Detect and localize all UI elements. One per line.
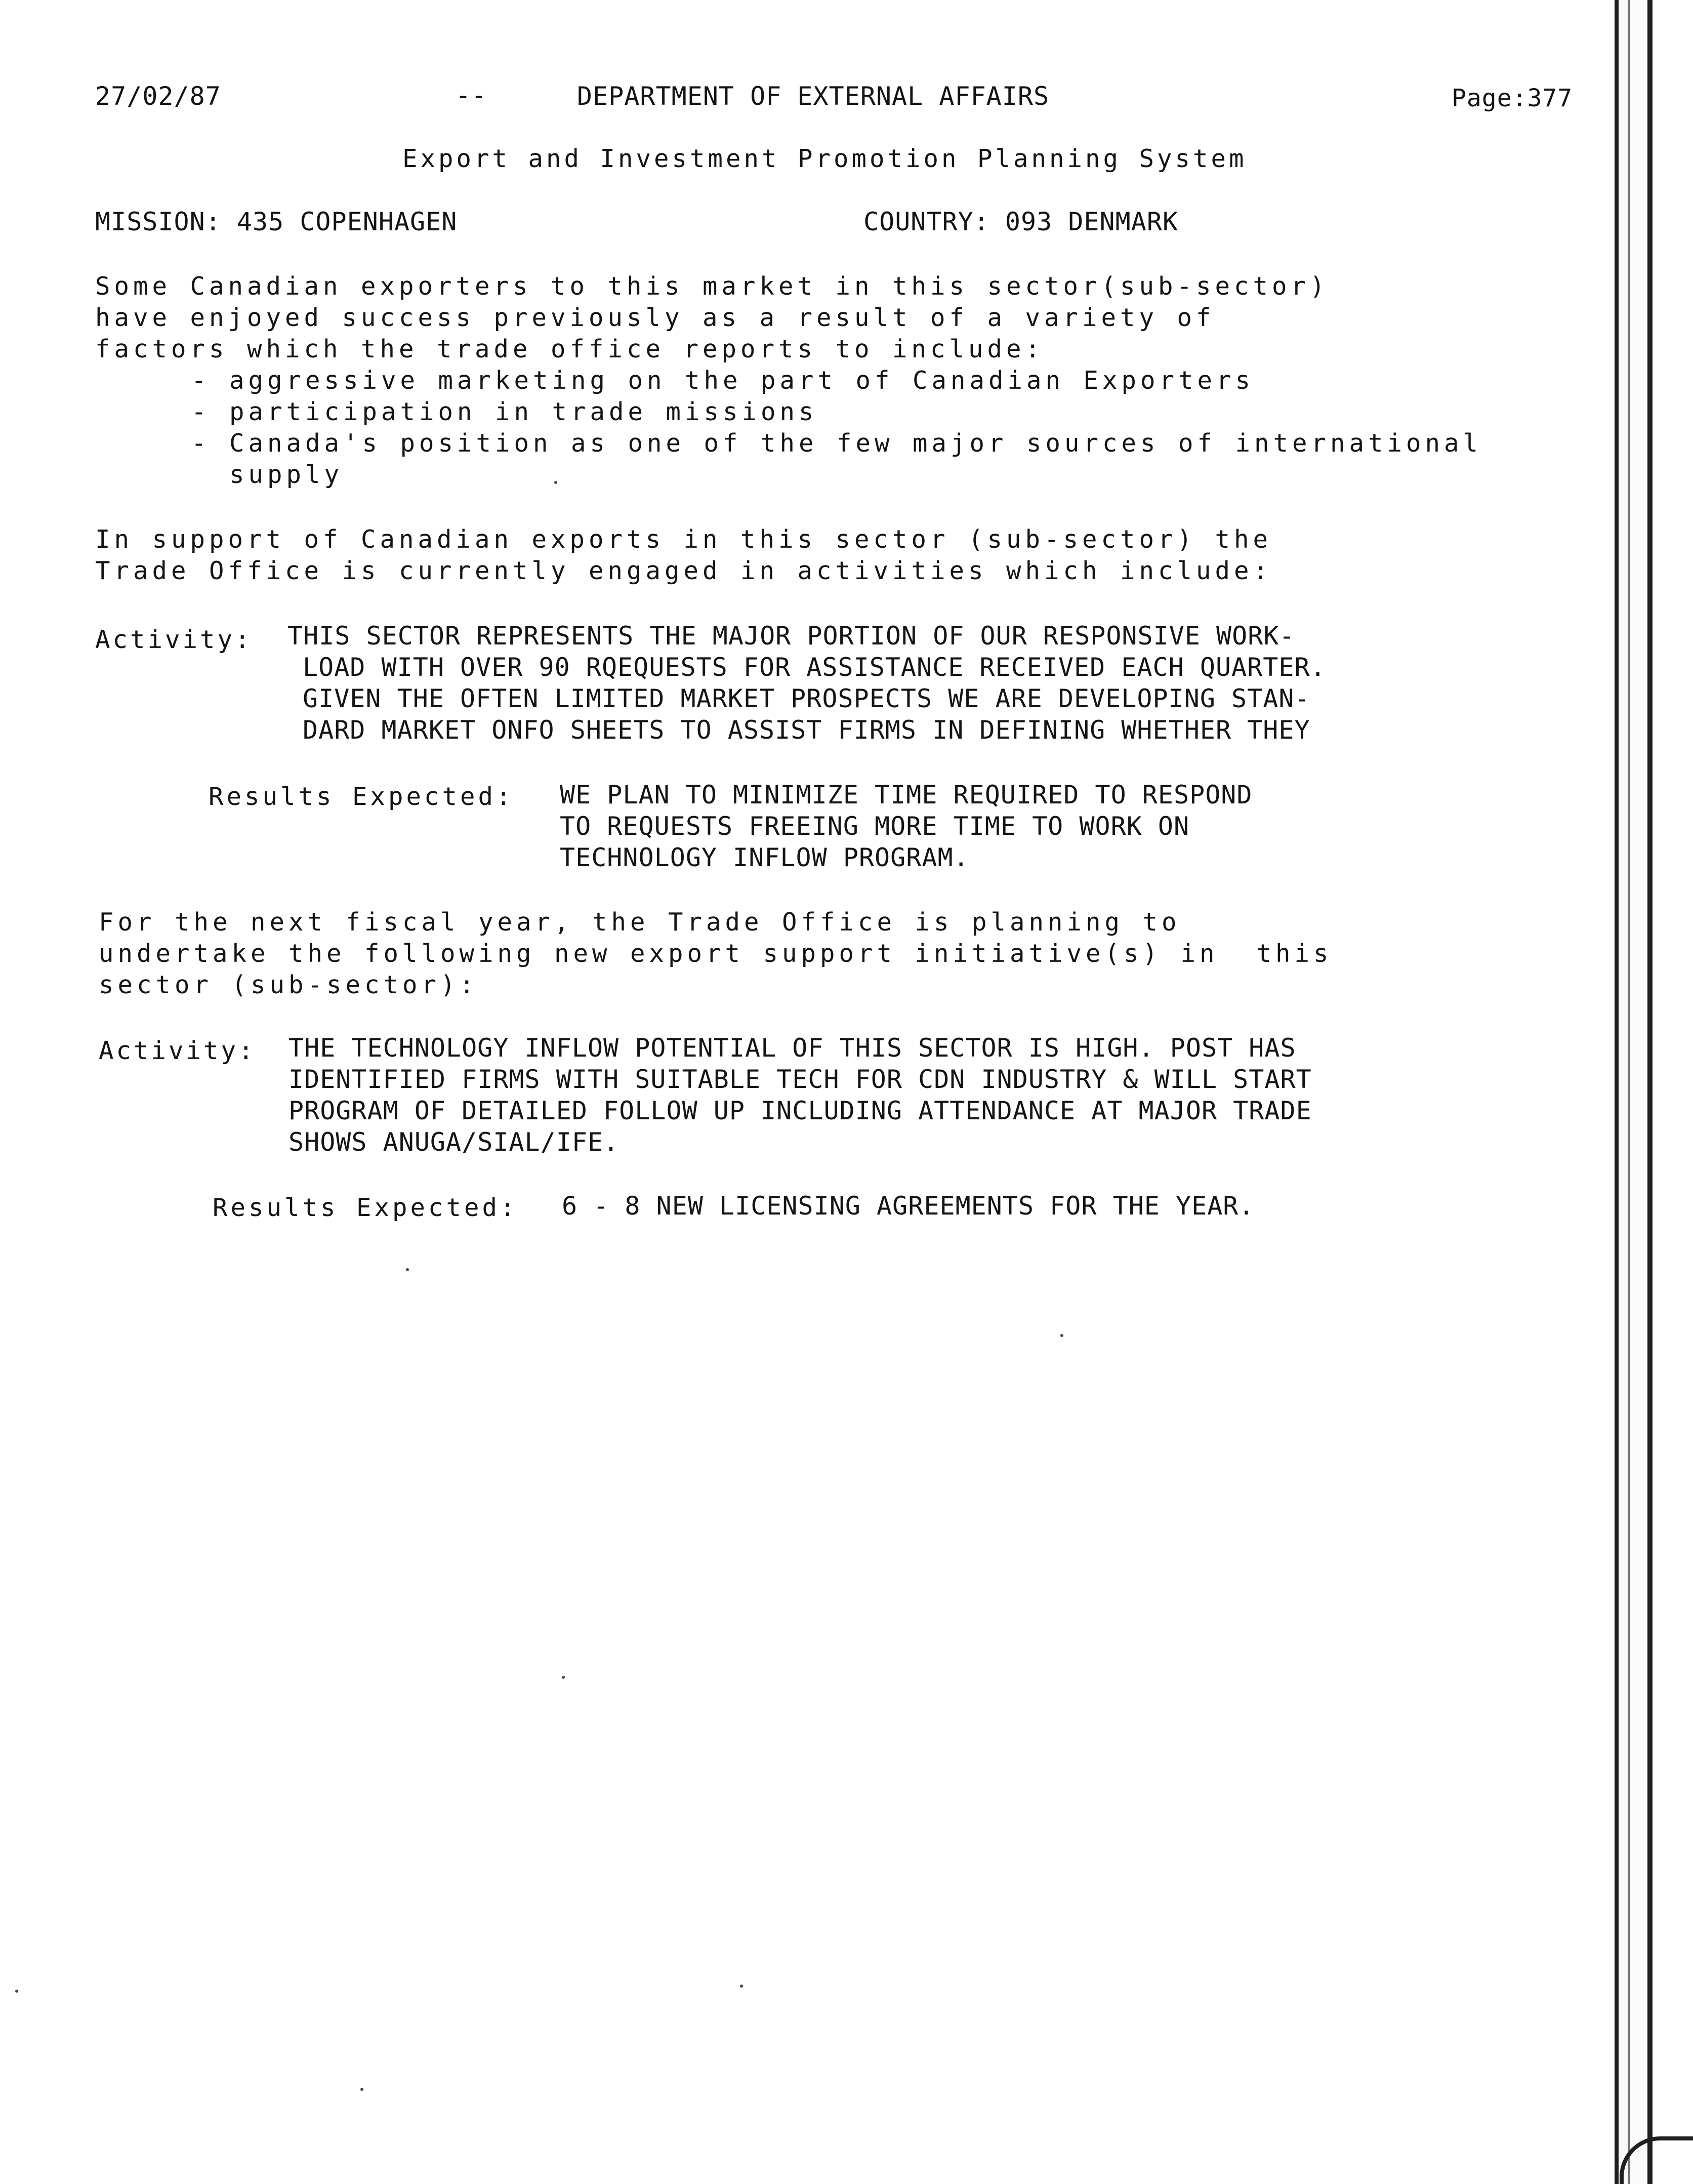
scan-speck	[406, 1268, 409, 1271]
support-line-2: Trade Office is currently engaged in activities which include:	[95, 556, 1272, 585]
scan-speck	[562, 1676, 565, 1679]
activity-2-label: Activity:	[99, 1036, 256, 1065]
activity-1-results-line-3: TECHNOLOGY INFLOW PROGRAM.	[560, 843, 969, 872]
scan-speck	[554, 481, 557, 484]
factor-item-2: - participation in trade missions	[191, 397, 818, 426]
factor-item-3: - Canada's position as one of the few major sources of international	[191, 429, 1482, 458]
activity-2-line-3: PROGRAM OF DETAILED FOLLOW UP INCLUDING ATTENDANCE AT MAJOR TRADE	[288, 1096, 1312, 1125]
next-year-line-2: undertake the following new export support initiative(s) in this	[99, 939, 1333, 968]
activity-1-label: Activity:	[95, 625, 253, 654]
department-name: DEPARTMENT OF EXTERNAL AFFAIRS	[577, 82, 1050, 111]
activity-2-line-1: THE TECHNOLOGY INFLOW POTENTIAL OF THIS SECTOR IS HIGH. POST HAS	[288, 1033, 1296, 1063]
activity-2-results: 6 - 8 NEW LICENSING AGREEMENTS FOR THE YEAR.	[562, 1191, 1255, 1221]
header-dash: --	[456, 80, 487, 110]
factor-item-1: - aggressive marketing on the part of Canadian Exporters	[191, 366, 1255, 395]
intro-line-2: have enjoyed success previously as a result of a variety of	[95, 303, 1215, 332]
next-year-line-1: For the next fiscal year, the Trade Office is planning to	[99, 908, 1181, 937]
scan-speck	[740, 1985, 743, 1988]
intro-line-3: factors which the trade office reports to include:	[95, 335, 1045, 363]
activity-2-results-label: Results Expected:	[213, 1193, 518, 1222]
page-number: Page:377	[1452, 84, 1573, 112]
next-year-line-3: sector (sub-sector):	[99, 970, 479, 999]
intro-line-1: Some Canadian exporters to this market in this sector(sub-sector)	[95, 272, 1329, 301]
factor-item-3-continued: supply	[191, 460, 344, 489]
activity-2-line-2: IDENTIFIED FIRMS WITH SUITABLE TECH FOR CDN INDUSTRY & WILL START	[288, 1065, 1312, 1094]
system-title: Export and Investment Promotion Planning System	[402, 144, 1247, 173]
binder-edge	[1615, 0, 1653, 2184]
scan-speck	[15, 1990, 18, 1993]
activity-1-line-4: DARD MARKET ONFO SHEETS TO ASSIST FIRMS IN DEFINING WHETHER THEY	[303, 715, 1310, 745]
activity-1-line-3: GIVEN THE OFTEN LIMITED MARKET PROSPECTS WE ARE DEVELOPING STAN-	[303, 684, 1310, 713]
report-date: 27/02/87	[95, 82, 221, 111]
support-line-1: In support of Canadian exports in this sector (sub-sector) the	[95, 525, 1272, 554]
mission-line: MISSION: 435 COPENHAGEN	[95, 207, 458, 236]
activity-1-results-line-1: WE PLAN TO MINIMIZE TIME REQUIRED TO RESPOND	[560, 780, 1253, 810]
activity-1-line-1: THIS SECTOR REPRESENTS THE MAJOR PORTION OF OUR RESPONSIVE WORK-	[287, 621, 1295, 651]
scan-speck	[1060, 1334, 1063, 1337]
activity-1-results-line-2: TO REQUESTS FREEING MORE TIME TO WORK ON	[560, 812, 1190, 841]
scan-speck	[360, 2088, 363, 2091]
activity-1-line-2: LOAD WITH OVER 90 RQEQUESTS FOR ASSISTANCE RECEIVED EACH QUARTER.	[303, 653, 1326, 682]
country-line: COUNTRY: 093 DENMARK	[863, 207, 1179, 236]
activity-2-line-4: SHOWS ANUGA/SIAL/IFE.	[288, 1127, 620, 1157]
activity-1-results-label: Results Expected:	[209, 782, 514, 811]
